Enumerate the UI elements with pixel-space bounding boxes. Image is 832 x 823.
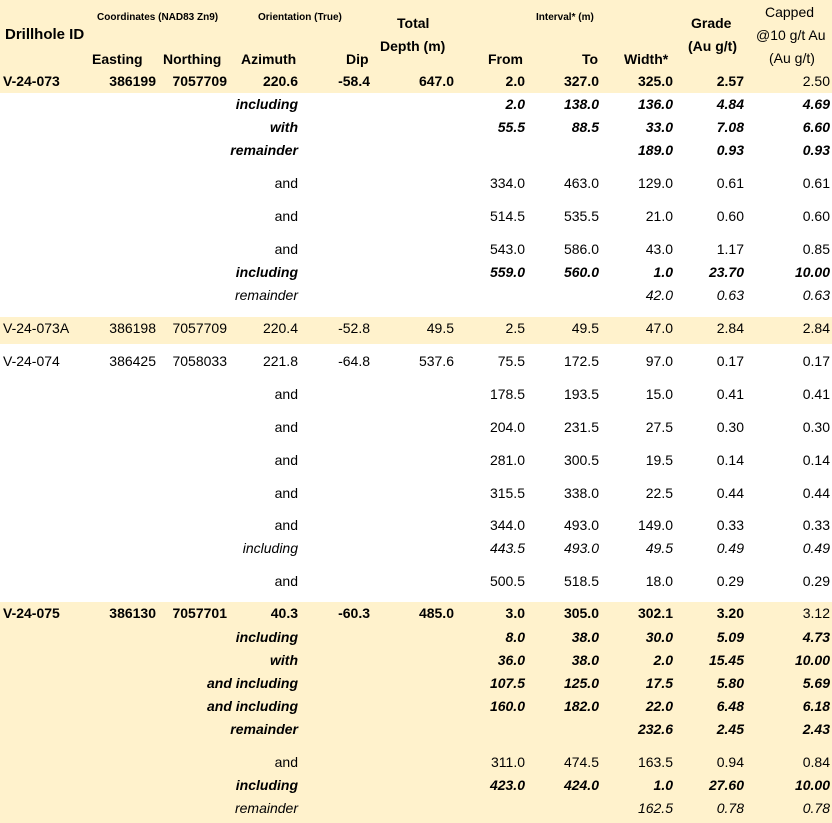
cell-capped: 10.00 bbox=[794, 777, 830, 793]
header-from: From bbox=[488, 51, 523, 67]
cell-grade: 0.30 bbox=[716, 419, 744, 435]
cell-grade: 1.17 bbox=[716, 241, 744, 257]
header-coordinates: Coordinates (NAD83 Zn9) bbox=[97, 12, 219, 23]
header-drillhole-id: Drillhole ID bbox=[5, 26, 85, 43]
cell-from: 2.0 bbox=[505, 73, 525, 89]
cell-label: and bbox=[274, 419, 298, 435]
table-row bbox=[0, 205, 832, 228]
cell-from: 204.0 bbox=[489, 419, 525, 435]
cell-grade: 0.29 bbox=[716, 573, 744, 589]
cell-label: and bbox=[274, 452, 298, 468]
cell-azimuth: 221.8 bbox=[262, 353, 298, 369]
header-interval: Interval* (m) bbox=[536, 12, 594, 23]
cell-from: 160.0 bbox=[489, 698, 525, 714]
cell-to: 424.0 bbox=[563, 777, 599, 793]
cell-capped: 2.84 bbox=[802, 320, 830, 336]
table-row bbox=[0, 514, 832, 537]
cell-depth: 537.6 bbox=[418, 353, 454, 369]
cell-capped: 2.43 bbox=[802, 721, 830, 737]
table-header bbox=[0, 0, 832, 70]
cell-from: 8.0 bbox=[505, 629, 525, 645]
table-row bbox=[0, 672, 832, 695]
cell-to: 300.5 bbox=[563, 452, 599, 468]
table-row bbox=[0, 797, 832, 820]
cell-capped: 0.61 bbox=[802, 175, 830, 191]
cell-width: 33.0 bbox=[645, 119, 673, 135]
cell-label: and bbox=[274, 208, 298, 224]
cell-label: and bbox=[274, 754, 298, 770]
cell-label: including bbox=[235, 264, 298, 280]
cell-easting: 386199 bbox=[109, 73, 156, 89]
cell-grade: 3.20 bbox=[716, 605, 744, 621]
cell-width: 30.0 bbox=[645, 629, 673, 645]
cell-label: and including bbox=[207, 698, 298, 714]
cell-grade: 0.61 bbox=[716, 175, 744, 191]
cell-from: 514.5 bbox=[489, 208, 525, 224]
table-row bbox=[0, 383, 832, 406]
cell-capped: 6.18 bbox=[802, 698, 830, 714]
header-grade: Grade bbox=[691, 15, 732, 31]
cell-capped: 0.49 bbox=[802, 540, 830, 556]
cell-capped: 0.60 bbox=[802, 208, 830, 224]
header-orientation: Orientation (True) bbox=[258, 12, 342, 23]
cell-from: 107.5 bbox=[489, 675, 525, 691]
table-row bbox=[0, 416, 832, 439]
cell-to: 125.0 bbox=[563, 675, 599, 691]
cell-label: including bbox=[235, 629, 298, 645]
cell-capped: 0.44 bbox=[802, 485, 830, 501]
cell-label: remainder bbox=[234, 800, 298, 816]
header-dip: Dip bbox=[346, 51, 369, 67]
cell-label: remainder bbox=[230, 721, 298, 737]
table-row bbox=[0, 350, 832, 373]
table-row bbox=[0, 774, 832, 797]
cell-capped: 10.00 bbox=[794, 264, 830, 280]
cell-grade: 2.57 bbox=[716, 73, 744, 89]
table-row bbox=[0, 570, 832, 593]
cell-grade: 0.41 bbox=[716, 386, 744, 402]
cell-width: 149.0 bbox=[637, 517, 673, 533]
cell-depth: 49.5 bbox=[426, 320, 454, 336]
cell-grade: 0.78 bbox=[716, 800, 744, 816]
cell-azimuth: 220.6 bbox=[262, 73, 298, 89]
cell-capped: 2.50 bbox=[802, 73, 830, 89]
cell-from: 36.0 bbox=[497, 652, 525, 668]
header-capped-limit: @10 g/t Au bbox=[756, 27, 826, 43]
header-total: Total bbox=[397, 15, 430, 31]
cell-width: 1.0 bbox=[653, 777, 673, 793]
cell-grade: 2.45 bbox=[716, 721, 744, 737]
cell-grade: 0.14 bbox=[716, 452, 744, 468]
table-row bbox=[0, 116, 832, 139]
cell-width: 21.0 bbox=[645, 208, 673, 224]
cell-label: and bbox=[274, 517, 298, 533]
cell-width: 19.5 bbox=[645, 452, 673, 468]
header-northing: Northing bbox=[163, 51, 222, 67]
cell-azimuth: 220.4 bbox=[262, 320, 298, 336]
cell-dip: -60.3 bbox=[338, 605, 370, 621]
header-to: To bbox=[582, 51, 599, 67]
cell-width: 189.0 bbox=[637, 142, 673, 158]
cell-width: 43.0 bbox=[645, 241, 673, 257]
cell-label: including bbox=[235, 96, 298, 112]
cell-grade: 6.48 bbox=[716, 698, 744, 714]
cell-to: 88.5 bbox=[571, 119, 599, 135]
cell-grade: 27.60 bbox=[708, 777, 744, 793]
cell-depth: 485.0 bbox=[418, 605, 454, 621]
cell-label: and bbox=[274, 386, 298, 402]
cell-grade: 23.70 bbox=[708, 264, 744, 280]
cell-to: 586.0 bbox=[563, 241, 599, 257]
cell-capped: 0.14 bbox=[802, 452, 830, 468]
cell-width: 17.5 bbox=[645, 675, 673, 691]
cell-width: 232.6 bbox=[637, 721, 673, 737]
cell-from: 543.0 bbox=[489, 241, 525, 257]
table-row bbox=[0, 261, 832, 284]
cell-to: 38.0 bbox=[571, 652, 599, 668]
table-row bbox=[0, 695, 832, 718]
cell-to: 231.5 bbox=[563, 419, 599, 435]
cell-label: and including bbox=[207, 675, 298, 691]
cell-from: 281.0 bbox=[489, 452, 525, 468]
cell-capped: 0.29 bbox=[802, 573, 830, 589]
cell-grade: 2.84 bbox=[716, 320, 744, 336]
cell-capped: 0.78 bbox=[802, 800, 830, 816]
cell-width: 162.5 bbox=[637, 800, 673, 816]
cell-dip: -64.8 bbox=[338, 353, 370, 369]
table-row bbox=[0, 626, 832, 649]
table-row bbox=[0, 238, 832, 261]
cell-label: and bbox=[274, 241, 298, 257]
cell-to: 327.0 bbox=[563, 73, 599, 89]
cell-to: 493.0 bbox=[563, 540, 599, 556]
cell-grade: 0.93 bbox=[716, 142, 744, 158]
cell-width: 47.0 bbox=[645, 320, 673, 336]
cell-from: 443.5 bbox=[489, 540, 525, 556]
cell-from: 75.5 bbox=[497, 353, 525, 369]
cell-northing: 7057709 bbox=[172, 73, 227, 89]
cell-northing: 7057701 bbox=[172, 605, 227, 621]
cell-from: 334.0 bbox=[489, 175, 525, 191]
cell-to: 138.0 bbox=[563, 96, 599, 112]
cell-label: with bbox=[270, 119, 298, 135]
cell-capped: 4.73 bbox=[802, 629, 830, 645]
cell-to: 172.5 bbox=[563, 353, 599, 369]
cell-capped: 4.69 bbox=[802, 96, 830, 112]
cell-dip: -58.4 bbox=[338, 73, 370, 89]
cell-easting: 386425 bbox=[109, 353, 156, 369]
cell-grade: 0.33 bbox=[716, 517, 744, 533]
cell-from: 344.0 bbox=[489, 517, 525, 533]
header-grade-unit: (Au g/t) bbox=[688, 38, 737, 54]
cell-label: and bbox=[274, 175, 298, 191]
cell-width: 22.5 bbox=[645, 485, 673, 501]
cell-grade: 0.63 bbox=[716, 287, 744, 303]
cell-dip: -52.8 bbox=[338, 320, 370, 336]
table-row bbox=[0, 70, 832, 93]
cell-label: and bbox=[274, 573, 298, 589]
cell-to: 474.5 bbox=[563, 754, 599, 770]
cell-from: 2.0 bbox=[505, 96, 525, 112]
cell-drillhole-id: V-24-074 bbox=[3, 353, 60, 369]
cell-capped: 5.69 bbox=[802, 675, 830, 691]
cell-label: including bbox=[235, 777, 298, 793]
cell-capped: 0.33 bbox=[802, 517, 830, 533]
cell-to: 305.0 bbox=[563, 605, 599, 621]
cell-width: 97.0 bbox=[645, 353, 673, 369]
cell-from: 315.5 bbox=[489, 485, 525, 501]
cell-label: including bbox=[242, 540, 298, 556]
table-row bbox=[0, 649, 832, 672]
cell-label: with bbox=[270, 652, 298, 668]
cell-depth: 647.0 bbox=[418, 73, 454, 89]
cell-northing: 7058033 bbox=[172, 353, 227, 369]
cell-grade: 15.45 bbox=[708, 652, 744, 668]
cell-width: 15.0 bbox=[645, 386, 673, 402]
cell-width: 163.5 bbox=[637, 754, 673, 770]
cell-width: 49.5 bbox=[645, 540, 673, 556]
cell-width: 42.0 bbox=[645, 287, 673, 303]
table-row bbox=[0, 139, 832, 162]
header-width: Width* bbox=[624, 51, 669, 67]
table-row bbox=[0, 284, 832, 307]
cell-capped: 3.12 bbox=[802, 605, 830, 621]
cell-to: 493.0 bbox=[563, 517, 599, 533]
cell-to: 182.0 bbox=[563, 698, 599, 714]
cell-width: 129.0 bbox=[637, 175, 673, 191]
cell-grade: 0.17 bbox=[716, 353, 744, 369]
cell-capped: 0.93 bbox=[802, 142, 830, 158]
cell-easting: 386130 bbox=[109, 605, 156, 621]
cell-grade: 0.44 bbox=[716, 485, 744, 501]
cell-from: 2.5 bbox=[505, 320, 525, 336]
table-row bbox=[0, 317, 832, 340]
cell-to: 463.0 bbox=[563, 175, 599, 191]
cell-to: 49.5 bbox=[571, 320, 599, 336]
cell-capped: 0.41 bbox=[802, 386, 830, 402]
cell-to: 518.5 bbox=[563, 573, 599, 589]
cell-to: 535.5 bbox=[563, 208, 599, 224]
cell-from: 559.0 bbox=[489, 264, 525, 280]
header-azimuth: Azimuth bbox=[241, 51, 297, 67]
table-row bbox=[0, 751, 832, 774]
header-depth: Depth (m) bbox=[380, 38, 446, 54]
cell-to: 560.0 bbox=[563, 264, 599, 280]
cell-drillhole-id: V-24-073A bbox=[3, 320, 70, 336]
cell-from: 178.5 bbox=[489, 386, 525, 402]
cell-grade: 0.49 bbox=[716, 540, 744, 556]
cell-width: 325.0 bbox=[637, 73, 673, 89]
cell-grade: 0.60 bbox=[716, 208, 744, 224]
cell-width: 1.0 bbox=[653, 264, 673, 280]
cell-from: 311.0 bbox=[491, 754, 525, 770]
cell-from: 3.0 bbox=[505, 605, 525, 621]
cell-width: 22.0 bbox=[645, 698, 673, 714]
cell-width: 18.0 bbox=[645, 573, 673, 589]
table-row bbox=[0, 93, 832, 116]
cell-width: 2.0 bbox=[653, 652, 673, 668]
table-row bbox=[0, 537, 832, 560]
table-row bbox=[0, 449, 832, 472]
cell-to: 38.0 bbox=[571, 629, 599, 645]
header-capped-unit: (Au g/t) bbox=[769, 50, 815, 66]
cell-grade: 0.94 bbox=[716, 754, 744, 770]
cell-width: 27.5 bbox=[645, 419, 673, 435]
cell-drillhole-id: V-24-073 bbox=[3, 73, 60, 89]
table-row bbox=[0, 602, 832, 625]
cell-from: 500.5 bbox=[489, 573, 525, 589]
table-row bbox=[0, 482, 832, 505]
cell-width: 302.1 bbox=[637, 605, 673, 621]
cell-label: remainder bbox=[230, 142, 298, 158]
cell-grade: 5.09 bbox=[716, 629, 744, 645]
cell-capped: 0.17 bbox=[802, 353, 830, 369]
cell-drillhole-id: V-24-075 bbox=[3, 605, 60, 621]
cell-capped: 0.30 bbox=[802, 419, 830, 435]
table-row bbox=[0, 718, 832, 741]
cell-capped: 0.63 bbox=[802, 287, 830, 303]
cell-grade: 7.08 bbox=[716, 119, 744, 135]
cell-capped: 0.85 bbox=[802, 241, 830, 257]
cell-easting: 386198 bbox=[109, 320, 156, 336]
cell-capped: 10.00 bbox=[794, 652, 830, 668]
cell-grade: 5.80 bbox=[716, 675, 744, 691]
table-row bbox=[0, 172, 832, 195]
cell-to: 193.5 bbox=[563, 386, 599, 402]
header-easting: Easting bbox=[92, 51, 143, 67]
cell-label: and bbox=[274, 485, 298, 501]
cell-capped: 6.60 bbox=[802, 119, 830, 135]
cell-width: 136.0 bbox=[637, 96, 673, 112]
cell-to: 338.0 bbox=[563, 485, 599, 501]
cell-from: 55.5 bbox=[497, 119, 525, 135]
header-capped: Capped bbox=[765, 4, 815, 20]
cell-azimuth: 40.3 bbox=[270, 605, 298, 621]
cell-grade: 4.84 bbox=[716, 96, 744, 112]
cell-northing: 7057709 bbox=[172, 320, 227, 336]
cell-capped: 0.84 bbox=[802, 754, 830, 770]
cell-from: 423.0 bbox=[489, 777, 525, 793]
cell-label: remainder bbox=[234, 287, 298, 303]
